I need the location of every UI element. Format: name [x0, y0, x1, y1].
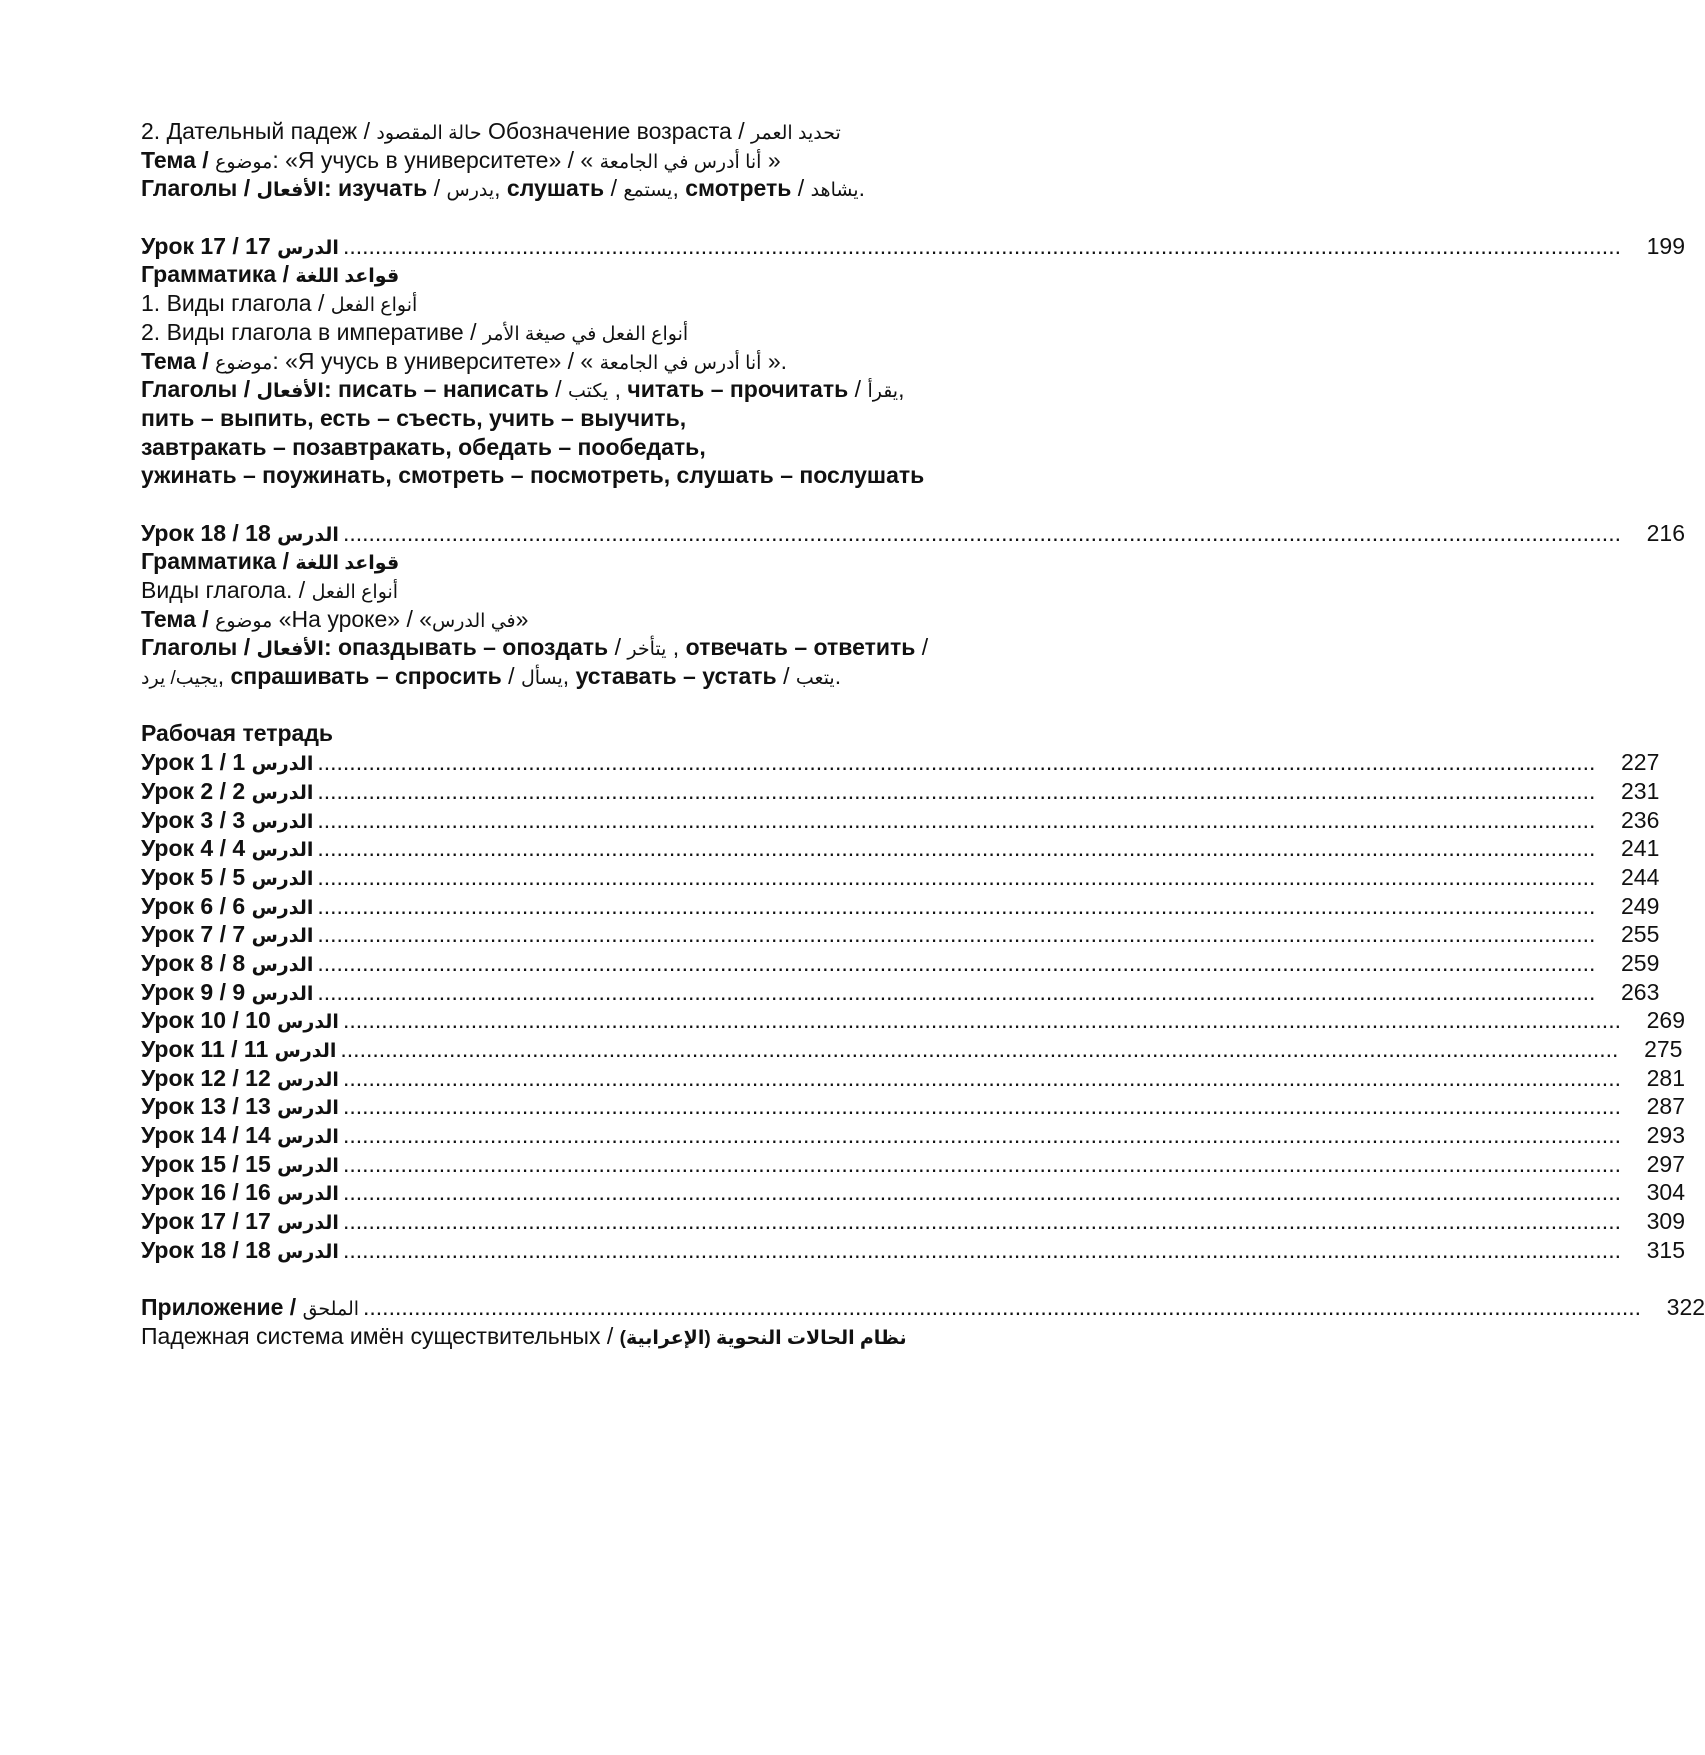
separator: / — [548, 376, 569, 403]
theme-text: «На уроке» / « — [272, 605, 433, 632]
toc-title-ar: الدرس — [251, 897, 314, 919]
theme-text: : «Я учусь в университете» / « — [272, 146, 600, 173]
toc-page-number: 216 — [1646, 519, 1685, 546]
toc-page-number: 244 — [1621, 863, 1660, 890]
verbs-line-2: пить – выпить, есть – съесть, учить – выучить, — [141, 404, 687, 431]
toc-page-number: 293 — [1646, 1122, 1685, 1149]
toc-title-ru: Урок 11 / 11 — [141, 1036, 275, 1062]
separator: / — [427, 175, 447, 202]
separator: , — [217, 663, 231, 690]
separator: / — [791, 175, 811, 202]
toc-leader-dots: ........................................................................................................................................................................................................ — [342, 1122, 1621, 1149]
toc-entry-workbook-lesson[interactable] — [141, 1207, 1685, 1236]
toc-page-number: 263 — [1621, 978, 1660, 1005]
toc-page-number: 227 — [1621, 749, 1660, 776]
toc-title-ar: الدرس — [277, 1012, 339, 1034]
verb-3-ar: يشاهد — [810, 180, 859, 202]
theme-text-ar: أنا أدرس في الجامعة — [599, 151, 762, 173]
case-label: 2. Дательный падеж / — [141, 118, 377, 144]
toc-title-ru: Урок 12 / 12 — [141, 1064, 278, 1091]
toc-entry-workbook-lesson[interactable] — [141, 920, 1660, 949]
verb-ar: يتعب — [795, 668, 835, 690]
toc-title — [141, 1035, 336, 1067]
toc-title-ru: Урок 4 / 4 — [141, 835, 252, 862]
toc-title — [141, 1064, 339, 1096]
toc-title — [141, 232, 339, 264]
theme-label-ar: موضوع — [215, 610, 273, 632]
separator: / — [776, 663, 796, 690]
toc-entry-workbook-lesson[interactable] — [141, 834, 1660, 863]
toc-title — [141, 1092, 339, 1124]
toc-entry-workbook-lesson[interactable] — [141, 1150, 1685, 1179]
toc-leader-dots: ........................................................................................................................................................................................................ — [317, 978, 1596, 1005]
toc-title — [141, 1236, 339, 1268]
toc-entry-workbook-lesson[interactable] — [141, 1035, 1683, 1064]
toc-title-ru: Приложение / — [141, 1294, 303, 1321]
toc-title-ru: Урок 2 / 2 — [141, 777, 252, 804]
toc-leader-dots: ........................................................................................................................................................................................................ — [342, 1236, 1621, 1263]
toc-title-ar: الدرس — [277, 1241, 339, 1263]
toc-leader-dots: ........................................................................................................................................................................................................ — [342, 1150, 1621, 1177]
grammar-item-ru: 1. Виды глагола / — [141, 290, 331, 317]
appendix-subtitle-ar: نظام الحالات النحوية (الإعرابية) — [619, 1327, 907, 1349]
spacer — [141, 691, 1101, 720]
verb-ar: يكتب — [568, 381, 609, 403]
verb-ar: يسأل — [520, 668, 563, 690]
verb-pair: уставать – устать — [575, 663, 777, 690]
toc-title-ar: الدرس — [277, 1155, 339, 1177]
toc-entry-workbook-lesson[interactable] — [141, 748, 1660, 777]
theme-label-ar: موضوع — [215, 151, 273, 173]
verb-pair: читать – прочитать — [627, 376, 849, 403]
toc-entry-appendix[interactable] — [141, 1293, 1705, 1322]
verbs-line-3: завтракать – позавтракать, обедать – пообедать, — [141, 433, 706, 460]
toc-title — [141, 920, 313, 952]
toc-title-ar: الدرس — [251, 840, 314, 862]
toc-page-number: 231 — [1621, 777, 1660, 804]
toc-entry-workbook-lesson[interactable] — [141, 1236, 1685, 1265]
theme-label-ar: موضوع — [215, 352, 273, 374]
toc-title-ar: الدرس — [277, 1184, 339, 1206]
separator: , — [672, 175, 686, 202]
toc-title — [141, 978, 313, 1010]
toc-title-ru: Урок 10 / 10 — [141, 1007, 278, 1034]
separator: / — [915, 634, 929, 661]
toc-page-number: 322 — [1666, 1294, 1705, 1321]
toc-page-number: 199 — [1646, 232, 1685, 259]
separator: / — [604, 175, 624, 202]
grammar-item-ru: 2. Виды глагола в императиве / — [141, 318, 483, 345]
verb-3: смотреть — [685, 175, 792, 202]
document-page — [141, 117, 1705, 1351]
grammar-item-1 — [141, 576, 1101, 605]
separator: / — [501, 663, 521, 690]
verb-pair: спрашивать – спросить — [230, 663, 502, 690]
toc-title — [141, 1150, 339, 1182]
theme-close: » — [761, 146, 781, 173]
verb-ar: يتأخر — [627, 639, 667, 661]
toc-title-ru: Урок 17 / 17 — [141, 1208, 278, 1235]
toc-page-number: 281 — [1646, 1064, 1685, 1091]
verb-2-ar: يستمع — [623, 180, 673, 202]
toc-title — [141, 1006, 339, 1038]
toc-title-ru: Урок 7 / 7 — [141, 921, 252, 948]
toc-title — [141, 834, 313, 866]
separator: , — [562, 663, 576, 690]
verb-pair: : писать – написать — [323, 376, 549, 403]
toc-page-number: 259 — [1621, 949, 1660, 976]
toc-title-ar: الدرس — [274, 1041, 337, 1062]
toc-page-number: 241 — [1621, 835, 1660, 862]
appendix-subtitle-ru: Падежная система имён существительных / — [141, 1322, 620, 1349]
verbs-label: Глаголы / — [141, 634, 257, 661]
separator: . — [834, 663, 842, 690]
toc-entry-lesson-18[interactable] — [141, 519, 1685, 548]
grammar-heading — [141, 260, 1101, 289]
toc-page-number: 275 — [1644, 1036, 1683, 1062]
appendix-subtitle — [141, 1322, 1101, 1351]
toc-entry-lesson-17[interactable] — [141, 232, 1685, 261]
age-label-ar: تحديد العمر — [750, 123, 841, 144]
toc-leader-dots: ........................................................................................................................................................................................................ — [317, 949, 1596, 976]
toc-title-ru: Урок 13 / 13 — [141, 1093, 278, 1120]
separator: , — [666, 634, 686, 661]
grammar-label: Грамматика / — [141, 548, 296, 575]
verb-ar: يقرأ — [867, 381, 899, 403]
verbs-label-ar: الأفعال — [256, 180, 324, 202]
toc-leader-dots: ........................................................................................................................................................................................................ — [317, 921, 1596, 948]
toc-title-ru: Урок 18 / 18 — [141, 1236, 278, 1263]
toc-title-ru: Урок 14 / 14 — [141, 1122, 278, 1149]
toc-leader-dots: ........................................................................................................................................................................................................ — [363, 1294, 1642, 1321]
verbs-line-1 — [141, 375, 1101, 404]
workbook-heading: Рабочая тетрадь — [141, 720, 334, 747]
toc-leader-dots: ........................................................................................................................................................................................................ — [317, 806, 1596, 833]
toc-title — [141, 892, 313, 924]
grammar-item-ar: أنواع الفعل — [330, 295, 418, 317]
toc-leader-dots: ........................................................................................................................................................................................................ — [317, 892, 1596, 919]
separator: . — [858, 175, 865, 202]
theme-text: : «Я учусь в университете» / « — [272, 347, 600, 374]
toc-entry-workbook-lesson[interactable] — [141, 892, 1660, 921]
toc-title — [141, 1207, 339, 1239]
toc-entry-workbook-lesson[interactable] — [141, 1121, 1685, 1150]
spacer — [141, 1265, 1101, 1294]
age-label: Обозначение возраста / — [481, 118, 751, 144]
workbook-toc-list — [141, 748, 1685, 1264]
verb-2: слушать — [506, 175, 605, 202]
toc-entry-workbook-lesson[interactable] — [141, 806, 1660, 835]
toc-leader-dots: ........................................................................................................................................................................................................ — [317, 749, 1596, 776]
verbs-label-ar: الأفعال — [256, 639, 324, 661]
case-label-ar: حالة المقصود — [376, 123, 482, 144]
toc-title-ru: Урок 8 / 8 — [141, 949, 252, 976]
spacer — [141, 203, 1101, 232]
theme-label: Тема / — [141, 146, 216, 173]
toc-title — [141, 1178, 339, 1210]
toc-page-number: 255 — [1621, 921, 1660, 948]
separator: / — [848, 376, 868, 403]
toc-title-ar: الدرس — [251, 983, 314, 1005]
toc-entry-workbook-lesson[interactable] — [141, 777, 1660, 806]
toc-title — [141, 949, 313, 981]
toc-title — [141, 519, 339, 551]
toc-title-ar: الملحق — [302, 1299, 360, 1321]
grammar-item-ar: أنواع الفعل — [311, 582, 399, 603]
toc-title — [141, 806, 313, 838]
toc-title-ru: Урок 3 / 3 — [141, 806, 252, 833]
toc-leader-dots: ........................................................................................................................................................................................................ — [340, 1036, 1619, 1062]
grammar-item-ru: Виды глагола. / — [141, 577, 312, 603]
theme-label: Тема / — [141, 605, 216, 632]
intro-line-verbs — [141, 174, 1101, 203]
verb-1: : изучать — [323, 175, 428, 202]
toc-title-ru: Урок 17 / 17 — [141, 232, 278, 259]
spacer — [141, 490, 1101, 519]
toc-title-ar: الدرس — [251, 954, 314, 976]
intro-line-case — [141, 117, 1101, 146]
verb-pair: отвечать – ответить — [685, 634, 916, 661]
toc-title-ar: الدرس — [251, 754, 314, 776]
verbs-label-ar: الأفعال — [256, 381, 324, 403]
grammar-item-2 — [141, 318, 1101, 347]
verbs-label: Глаголы / — [141, 376, 257, 403]
toc-title — [141, 1121, 339, 1153]
theme-line — [141, 347, 1101, 376]
toc-leader-dots: ........................................................................................................................................................................................................ — [317, 777, 1596, 804]
grammar-label-ar: قواعد اللغة — [295, 266, 400, 288]
toc-title — [141, 748, 313, 780]
theme-close: ». — [761, 347, 788, 374]
grammar-item-1 — [141, 289, 1101, 318]
toc-entry-workbook-lesson[interactable] — [141, 1006, 1685, 1035]
grammar-label: Грамматика / — [141, 261, 296, 288]
toc-title-ru: Урок 6 / 6 — [141, 892, 252, 919]
toc-leader-dots: ........................................................................................................................................................................................................ — [342, 1179, 1621, 1206]
toc-title-ar: الدرس — [277, 237, 339, 259]
verbs-line-2 — [141, 662, 1101, 691]
grammar-item-ar: أنواع الفعل في صيغة الأمر — [482, 323, 689, 345]
toc-leader-dots: ........................................................................................................................................................................................................ — [317, 863, 1596, 890]
toc-entry-workbook-lesson[interactable] — [141, 1092, 1685, 1121]
toc-title — [141, 863, 313, 895]
verb-pair: : опаздывать – опоздать — [323, 634, 609, 661]
toc-page-number: 269 — [1646, 1007, 1685, 1034]
grammar-heading — [141, 547, 1101, 576]
separator: , — [898, 376, 905, 403]
toc-leader-dots: ........................................................................................................................................................................................................ — [342, 1007, 1621, 1034]
toc-title-ru: Урок 16 / 16 — [141, 1179, 278, 1206]
toc-leader-dots: ........................................................................................................................................................................................................ — [342, 1064, 1621, 1091]
verbs-line-1 — [141, 633, 1101, 662]
toc-entry-workbook-lesson[interactable] — [141, 949, 1660, 978]
toc-page-number: 309 — [1646, 1208, 1685, 1235]
verb-ar: يجيب/ يرد — [141, 668, 218, 690]
theme-close: » — [515, 605, 529, 632]
toc-title-ar: الدرس — [277, 524, 339, 546]
toc-page-number: 287 — [1646, 1093, 1685, 1120]
toc-title-ru: Урок 1 / 1 — [141, 749, 252, 776]
toc-title-ar: الدرس — [251, 782, 314, 804]
toc-title-ru: Урок 15 / 15 — [141, 1150, 278, 1177]
toc-title-ru: Урок 18 / 18 — [141, 519, 278, 546]
separator: , — [608, 376, 628, 403]
toc-title — [141, 1293, 359, 1325]
toc-title-ar: الدرس — [277, 1098, 339, 1120]
toc-leader-dots: ........................................................................................................................................................................................................ — [342, 519, 1621, 546]
toc-page-number: 304 — [1646, 1179, 1685, 1206]
theme-label: Тема / — [141, 347, 216, 374]
toc-leader-dots: ........................................................................................................................................................................................................ — [342, 1208, 1621, 1235]
toc-title-ru: Урок 5 / 5 — [141, 863, 252, 890]
theme-text-ar: أنا أدرس في الجامعة — [599, 352, 762, 374]
toc-page-number: 315 — [1646, 1236, 1685, 1263]
toc-title-ar: الدرس — [277, 1069, 339, 1091]
verbs-label: Глаголы / — [141, 175, 257, 202]
toc-entry-workbook-lesson[interactable] — [141, 1178, 1685, 1207]
separator: / — [608, 634, 628, 661]
toc-title-ru: Урок 9 / 9 — [141, 978, 252, 1005]
verbs-line-4: ужинать – поужинать, смотреть – посмотреть, слушать – послушать — [141, 462, 925, 489]
toc-leader-dots: ........................................................................................................................................................................................................ — [342, 1093, 1621, 1120]
toc-entry-workbook-lesson[interactable] — [141, 1064, 1685, 1093]
toc-leader-dots: ........................................................................................................................................................................................................ — [342, 232, 1621, 259]
theme-text-ar: في الدرس — [432, 610, 516, 632]
intro-line-theme — [141, 146, 1101, 175]
separator: , — [494, 175, 507, 202]
toc-leader-dots: ........................................................................................................................................................................................................ — [317, 835, 1596, 862]
toc-title-ar: الدرس — [277, 1127, 339, 1149]
toc-title-ar: الدرس — [251, 926, 314, 948]
toc-page-number: 236 — [1621, 806, 1660, 833]
toc-page-number: 249 — [1621, 892, 1660, 919]
grammar-label-ar: قواعد اللغة — [295, 553, 400, 575]
verb-1-ar: يدرس — [446, 180, 495, 202]
toc-entry-workbook-lesson[interactable] — [141, 863, 1660, 892]
toc-title — [141, 777, 313, 809]
theme-line — [141, 605, 1101, 634]
toc-title-ar: الدرس — [277, 1213, 339, 1235]
toc-page-number: 297 — [1646, 1150, 1685, 1177]
toc-title-ar: الدرس — [251, 811, 314, 833]
toc-title-ar: الدرس — [251, 868, 314, 890]
toc-entry-workbook-lesson[interactable] — [141, 978, 1660, 1007]
